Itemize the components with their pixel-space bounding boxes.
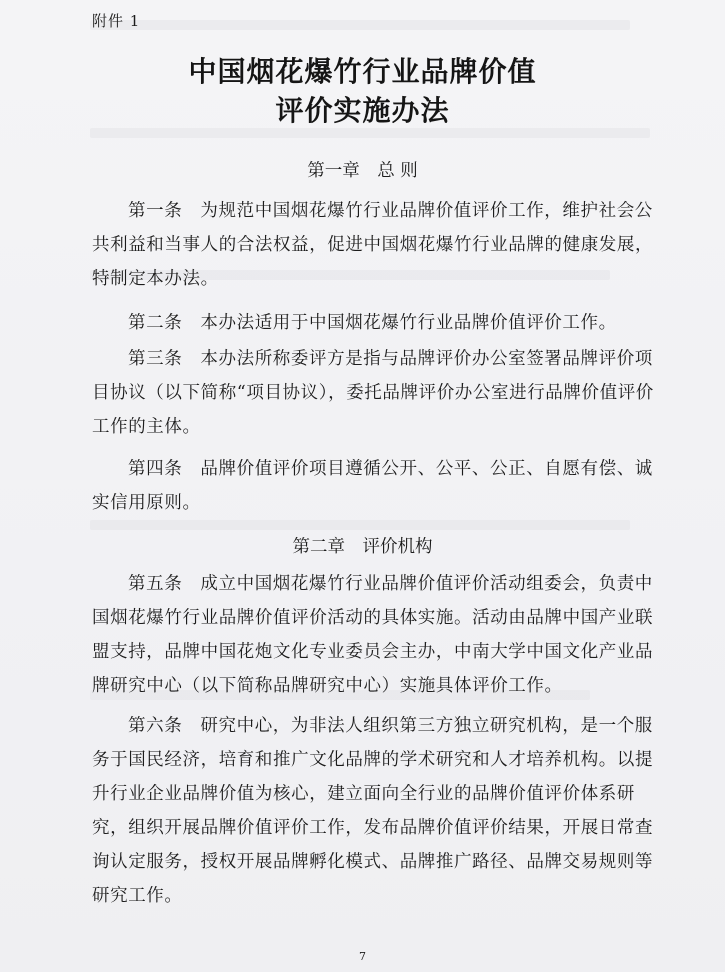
chapter-heading-1: 第一章 总 则 (307, 161, 418, 181)
article-4: 第四条 品牌价值评价项目遵循公开、公平、公正、自愿有偿、诚实信用原则。 (92, 459, 653, 513)
article-3: 第三条 本办法所称委评方是指与品牌评价办公室签署品牌评价项目协议（以下简称“项目协议），委托品牌评价办公室进行品牌价值评价工作的主体。 (92, 349, 654, 437)
page-number: 7 (359, 950, 366, 963)
article-1: 第一条 为规范中国烟花爆竹行业品牌价值评价工作，维护社会公共利益和当事人的合法权益，促进中国烟花爆竹行业品牌的健康发展，特制定本办法。 (92, 201, 654, 289)
document-title-line-2: 评价实施办法 (275, 94, 450, 127)
attachment-label: 附件 1 (92, 12, 141, 30)
bleed-through-line (90, 20, 630, 30)
bleed-through-line (90, 128, 650, 138)
article-6: 第六条 研究中心，为非法人组织第三方独立研究机构，是一个服务于国民经济，培育和推广文化品牌的学术研究和人才培养机构。以提升行业企业品牌价值为核心，建立面向全行业的品牌价值评价体系研究，组织开展品牌价值评价工作，发布品牌价值评价结果，开展日常查询认定服务，授权开展品牌孵化模式、品牌推广路径、品牌交易规则等研究工作。 (92, 716, 654, 906)
bleed-through-line (90, 520, 630, 530)
article-2: 第二条 本办法适用于中国烟花爆竹行业品牌价值评价工作。 (128, 313, 617, 333)
document-title-line-1: 中国烟花爆竹行业品牌价值 (188, 55, 537, 88)
article-5: 第五条 成立中国烟花爆竹行业品牌价值评价活动组委会，负责中国烟花爆竹行业品牌价值评价活动的具体实施。活动由品牌中国产业联盟支持，品牌中国花炮文化专业委员会主办，中南大学中国文化产业品牌研究中心（以下简称品牌研究中心）实施具体评价工作。 (92, 574, 654, 696)
chapter-heading-2: 第二章 评价机构 (292, 537, 433, 557)
